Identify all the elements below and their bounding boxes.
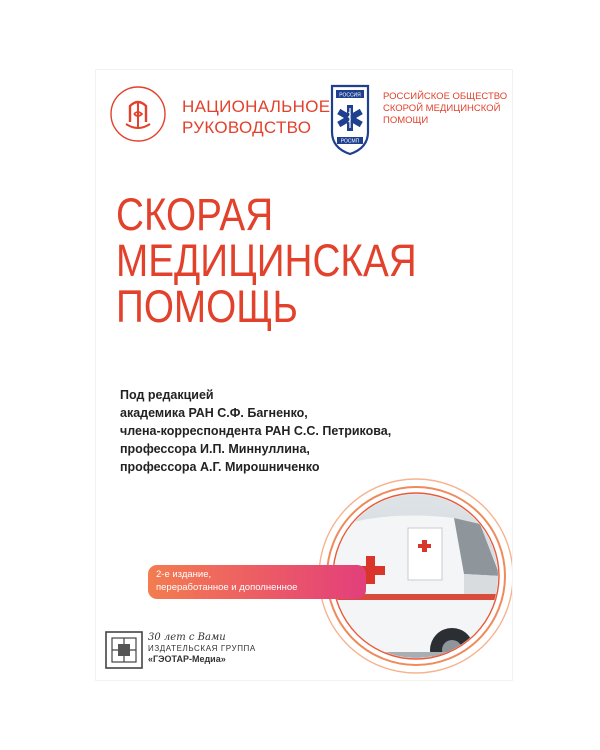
society-name-line-2: СКОРОЙ МЕДИЦИНСКОЙ	[383, 103, 501, 114]
book-cover	[96, 70, 512, 680]
editors-line: профессора А.Г. Мирошниченко	[120, 460, 320, 474]
emblem-top-text: РОССИЯ	[339, 92, 361, 99]
book-title	[116, 189, 417, 332]
society-name-line-3: ПОМОЩИ	[383, 115, 429, 126]
title-line-1: СКОРАЯ	[116, 189, 274, 240]
title-line-2: МЕДИЦИНСКАЯ	[116, 235, 417, 286]
editors-block	[120, 386, 391, 476]
series-name-line-1: НАЦИОНАЛЬНОЕ	[182, 97, 331, 116]
publisher-anniversary: 30 лет с Вами	[148, 632, 226, 643]
series-name-line-2: РУКОВОДСТВО	[182, 118, 312, 137]
publisher-block	[148, 632, 256, 664]
title-line-3: ПОМОЩЬ	[116, 281, 298, 332]
emblem-bottom-text: РОСМП	[340, 138, 360, 145]
editors-line: академика РАН С.Ф. Багненко,	[120, 406, 308, 420]
publisher-name: «ГЭОТАР-Медиа»	[148, 654, 226, 664]
national-guide-emblem-icon	[108, 84, 168, 144]
geotar-square-logo-icon	[104, 630, 144, 670]
star-of-life-shield-icon	[328, 82, 372, 156]
editors-line: Под редакцией	[120, 388, 214, 402]
edition-line-1: 2-е издание,	[156, 569, 212, 580]
series-name	[182, 96, 330, 138]
society-name	[383, 91, 507, 127]
editors-line: профессора И.П. Миннуллина,	[120, 442, 310, 456]
society-name-line-1: РОССИЙСКОЕ ОБЩЕСТВО	[383, 91, 508, 102]
publisher-group: ИЗДАТЕЛЬСКАЯ ГРУППА	[148, 644, 256, 653]
edition-badge	[148, 565, 366, 599]
edition-line-2: переработанное и дополненное	[156, 581, 298, 593]
editors-line: члена-корреспондента РАН С.С. Петрикова,	[120, 424, 392, 438]
